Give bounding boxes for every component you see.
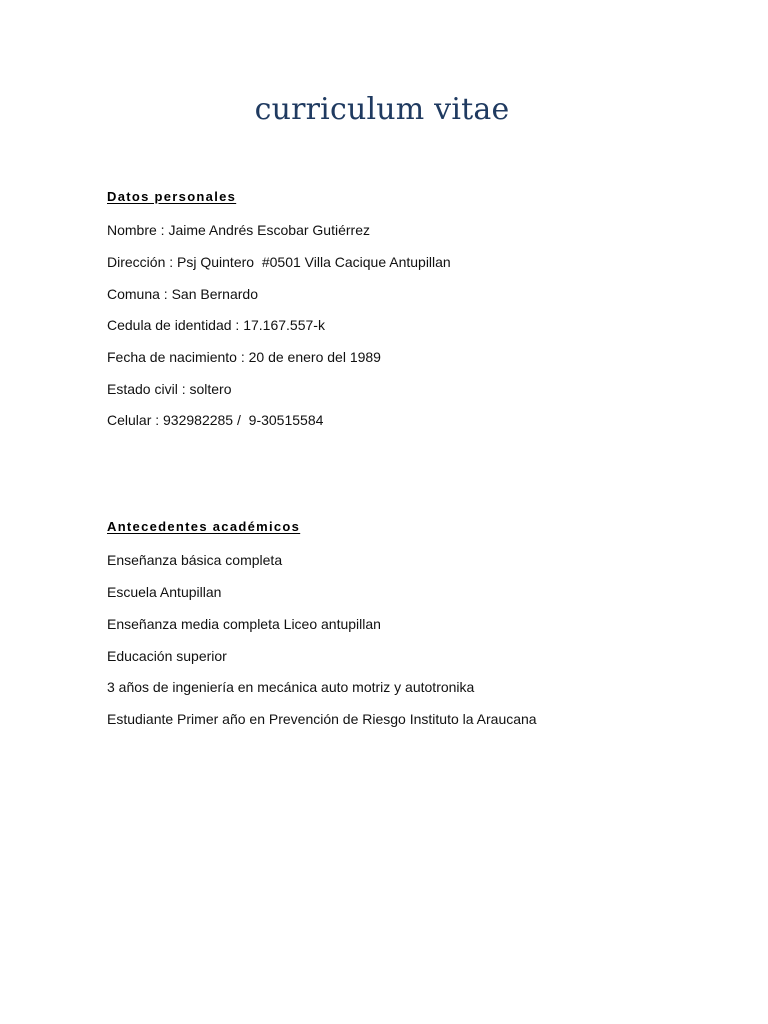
personal-line-phone: Celular : 932982285 / 9-30515584 xyxy=(107,412,324,428)
academic-line-higher: Educación superior xyxy=(107,648,227,664)
section-heading-personal: Datos personales xyxy=(107,189,237,204)
academic-line-secondary: Enseñanza media completa Liceo antupillan xyxy=(107,616,381,632)
personal-line-id: Cedula de identidad : 17.167.557-k xyxy=(107,317,325,333)
academic-line-basic: Enseñanza básica completa xyxy=(107,552,283,568)
personal-line-birthdate: Fecha de nacimiento : 20 de enero del 1989 xyxy=(107,349,381,365)
personal-line-comuna: Comuna : San Bernardo xyxy=(107,286,258,302)
academic-line-student: Estudiante Primer año en Prevención de Riesgo Instituto la Araucana xyxy=(107,711,537,727)
personal-line-civil-status: Estado civil : soltero xyxy=(107,381,232,397)
document-title: curriculum vitae xyxy=(254,92,510,127)
section-heading-academic: Antecedentes académicos xyxy=(107,519,301,534)
academic-line-engineering: 3 años de ingeniería en mecánica auto motriz y autotronika xyxy=(107,679,475,695)
academic-line-school: Escuela Antupillan xyxy=(107,584,222,600)
personal-line-name: Nombre : Jaime Andrés Escobar Gutiérrez xyxy=(107,222,370,238)
personal-line-address: Dirección : Psj Quintero #0501 Villa Cacique Antupillan xyxy=(107,254,451,270)
